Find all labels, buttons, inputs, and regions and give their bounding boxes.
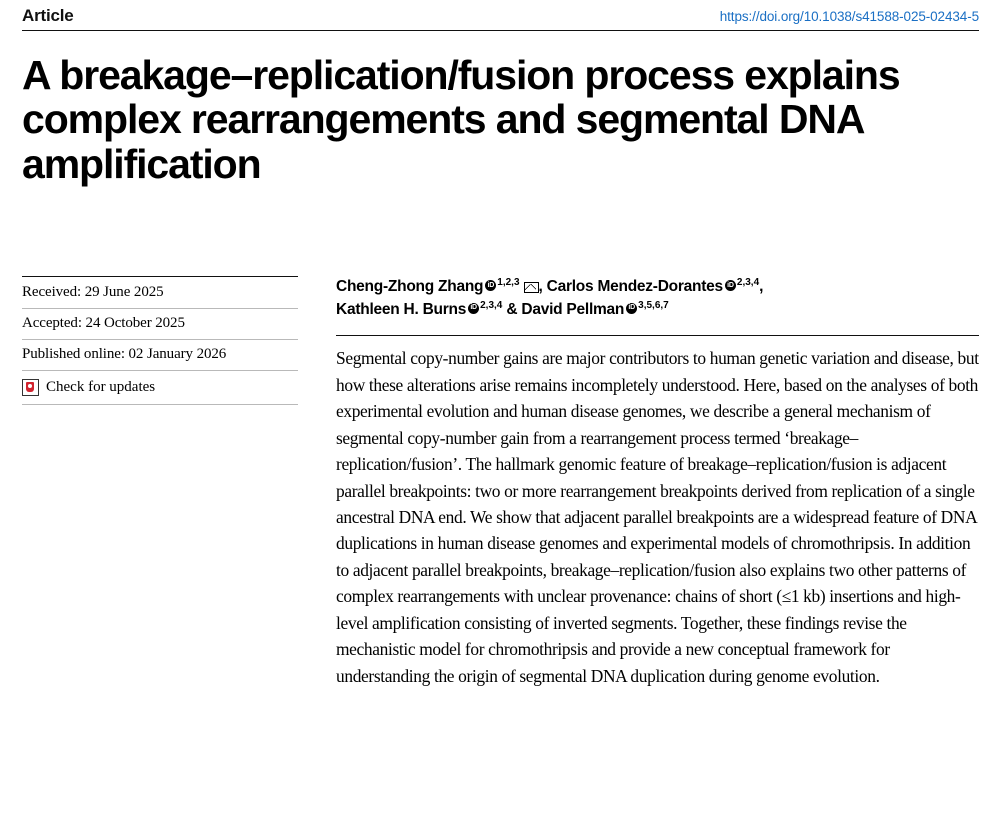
check-for-updates-label: Check for updates [46, 379, 156, 395]
published-date: Published online: 02 January 2026 [22, 340, 298, 371]
crossmark-icon [22, 379, 39, 396]
orcid-icon[interactable] [725, 280, 736, 291]
authors-and-abstract [322, 276, 979, 689]
author-affiliation-4: 3,5,6,7 [638, 299, 669, 311]
author-affiliation-2: 2,3,4 [736, 277, 760, 288]
author-name-4[interactable]: & David Pellman [506, 300, 625, 318]
page-title: A breakage–replication/fusion process explains complex rearrangements and segmental DNA amplification [22, 52, 900, 187]
article-page [0, 6, 1001, 819]
author-affiliation-3: 2,3,4 [480, 299, 503, 311]
doi-link[interactable]: https://doi.org/10.1038/s41588-025-02434-5 [719, 9, 979, 24]
email-icon[interactable] [524, 282, 539, 293]
orcid-icon[interactable] [626, 303, 637, 314]
article-type-label: Article [22, 6, 74, 25]
author-name-3[interactable]: Kathleen H. Burns [336, 300, 467, 318]
author-name-1[interactable]: Cheng-Zhong Zhang [336, 278, 484, 296]
abstract-text: Segmental copy-number gains are major contributors to human genetic variation and disease, but how these alterations arise remains incompletely understood. Here, based on the analyses of both experimental evolution and human disease genomes, we describe a general mechanism of segmental copy-number gain from a rearrangement process termed ‘breakage–replication/fusion’. The hallmark genomic feature of breakage–replication/fusion is adjacent parallel breakpoints: two or more rearrangement breakpoints derived from replication of a single ancestral DNA end. We show that adjacent parallel breakpoints are a widespread feature of DNA duplications in human disease genomes and experimental models of chromothripsis. In addition to adjacent parallel breakpoints, breakage–replication/fusion also explains two other patterns of complex rearrangements with unclear provenance: chains of short (≤1 kb) insertions and high-level amplification consisting of inverted segments. Together, these findings revise the mechanistic model for chromothripsis and provide a new conceptual framework for understanding the origin of segmental DNA duplication during genome evolution. [336, 348, 979, 686]
author-separator: , [759, 278, 764, 296]
abstract-divider [336, 335, 979, 336]
received-date: Received: 29 June 2025 [22, 276, 298, 309]
check-for-updates[interactable] [22, 371, 298, 405]
orcid-icon[interactable] [485, 280, 496, 291]
article-body [22, 276, 979, 689]
metadata-sidebar [22, 276, 322, 689]
accepted-date: Accepted: 24 October 2025 [22, 309, 298, 340]
orcid-icon[interactable] [468, 303, 479, 314]
page-header [22, 6, 979, 31]
author-list [336, 276, 979, 321]
author-name-2[interactable]: , Carlos Mendez-Dorantes [538, 278, 723, 296]
author-affiliation-1: 1,2,3 [497, 277, 520, 288]
